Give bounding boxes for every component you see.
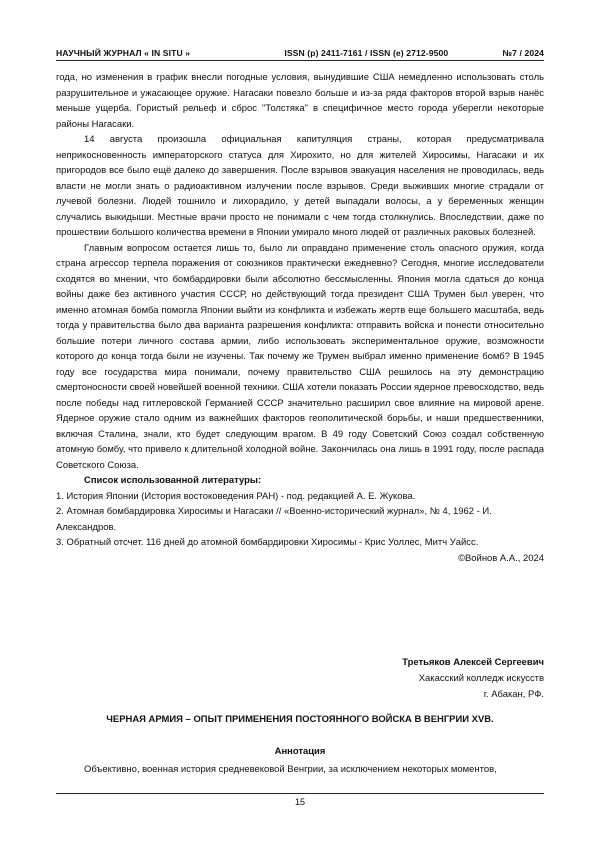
paragraph-1: года, но изменения в график внесли погодные условия, вынудившие США немедленно использовать столь разрушительное и ужасающее оружие. Нагасаки повезло больше и из-за ряда факторов второй взрыв нанёс меньше ущерба. Гористый рельеф и сброс "Толстяка" в специфичное место города уберегли некоторые районы Нагасаки. bbox=[56, 72, 544, 130]
footer-divider bbox=[56, 793, 544, 794]
copyright-note: ©Войнов А.А., 2024 bbox=[458, 552, 544, 564]
journal-name: НАУЧНЫЙ ЖУРНАЛ « IN SITU » bbox=[56, 48, 191, 58]
issue-number: №7 / 2024 bbox=[502, 48, 544, 58]
abstract-text: Объективно, военная история средневековой Венгрии, за исключением некоторых моментов, bbox=[84, 764, 497, 775]
article-title: ЧЕРНАЯ АРМИЯ – ОПЫТ ПРИМЕНЕНИЯ ПОСТОЯННОГО ВОЙСКА В ВЕНГРИИ XVB. bbox=[106, 714, 494, 725]
paragraph-2: 14 августа произошла официальная капитуляция страны, которая предусматривала неприкосновенность императорского статуса для Хирохито, но для жителей Хиросимы, Нагасаки и их пригородов все было ещё далеко до завершения. После взрывов эвакуация населения не проводилась, ведь власти не могли знать о радиоактивном излучении после взрывов. Среди выживших многие страдали от лучевой болезни. Людей тошнило и лихорадило, у детей выпадали волосы, а у беременных женщин случались выкидыши. Местные врачи просто не понимали с чем тогда столкнулись. Впоследствии, даже по прошествии большого количества времени в Японии умирало много людей от различных раковых болезней. bbox=[56, 134, 544, 238]
author-block bbox=[402, 655, 544, 703]
reference-item: 1. История Японии (История востоковедения РАН) - под. редакцией А. Е. Жукова. bbox=[56, 490, 416, 502]
references-title: Список использованной литературы: bbox=[84, 475, 262, 486]
page-number: 15 bbox=[294, 797, 305, 807]
abstract-title: Аннотация bbox=[274, 746, 326, 757]
reference-item: 2. Атомная бомбардировка Хиросимы и Нагасаки // «Военно-исторический журнал», № 4, 1962 - И. Александров. bbox=[56, 506, 492, 533]
references-list bbox=[56, 489, 544, 551]
reference-item: 3. Обратный отсчет. 116 дней до атомной бомбардировки Хиросимы - Крис Уоллес, Митч Уайсс. bbox=[56, 537, 479, 548]
author-affiliation: Хакасский колледж искусств bbox=[418, 673, 544, 684]
article-body bbox=[56, 70, 544, 566]
author-name: Третьяков Алексей Сергеевич bbox=[402, 657, 544, 668]
author-city: г. Абакан, РФ. bbox=[483, 689, 544, 700]
paragraph-3: Главным вопросом остается лишь то, было ли оправдано применение столь опасного оружия, когда страна агрессор терпела поражения от союзников практически ежедневно? Сегодня, многие исследователи сходятся во мнении, что бомбардировки были абсолютно бессмысленны. Япония могла сдаться до конца войны даже без активного участия СССР, но действующий тогда президент США Трумен был уверен, что именно атомная бомба помогла Японии выйти из конфликта и избежать жертв еще большего масштаба, ведь тогда у правительства было два варианта разрешения конфликта: отправить войска и понести относительно большие потери личного состава армии, либо использовать экспериментальное оружие, возможности которого до конца тогда были не изучены. Так почему же Трумен выбрал именно применение бомб? В 1945 году все государства мира понимали, почему правительство США решилось на эту демонстрацию смертоносности своей новейшей военной техники. США хотели показать России ядерное превосходство, ведь после победы над гитлеровской Германией СССР значительно расширил свое влияние на мировой арене. Ядерное оружие стало одним из важнейших факторов геополитической борьбы, и наши предшественники, включая Сталина, знали, кто будет следующим врагом. В 49 году Советский Союз создал собственную атомную бомбу, что привело к длительной холодной войне. Закончилась она лишь в 1991 году, после распада Советского Союза. bbox=[56, 242, 544, 471]
issn-numbers: ISSN (p) 2411-7161 / ISSN (e) 2712-9500 bbox=[284, 48, 449, 58]
running-header bbox=[56, 40, 544, 61]
